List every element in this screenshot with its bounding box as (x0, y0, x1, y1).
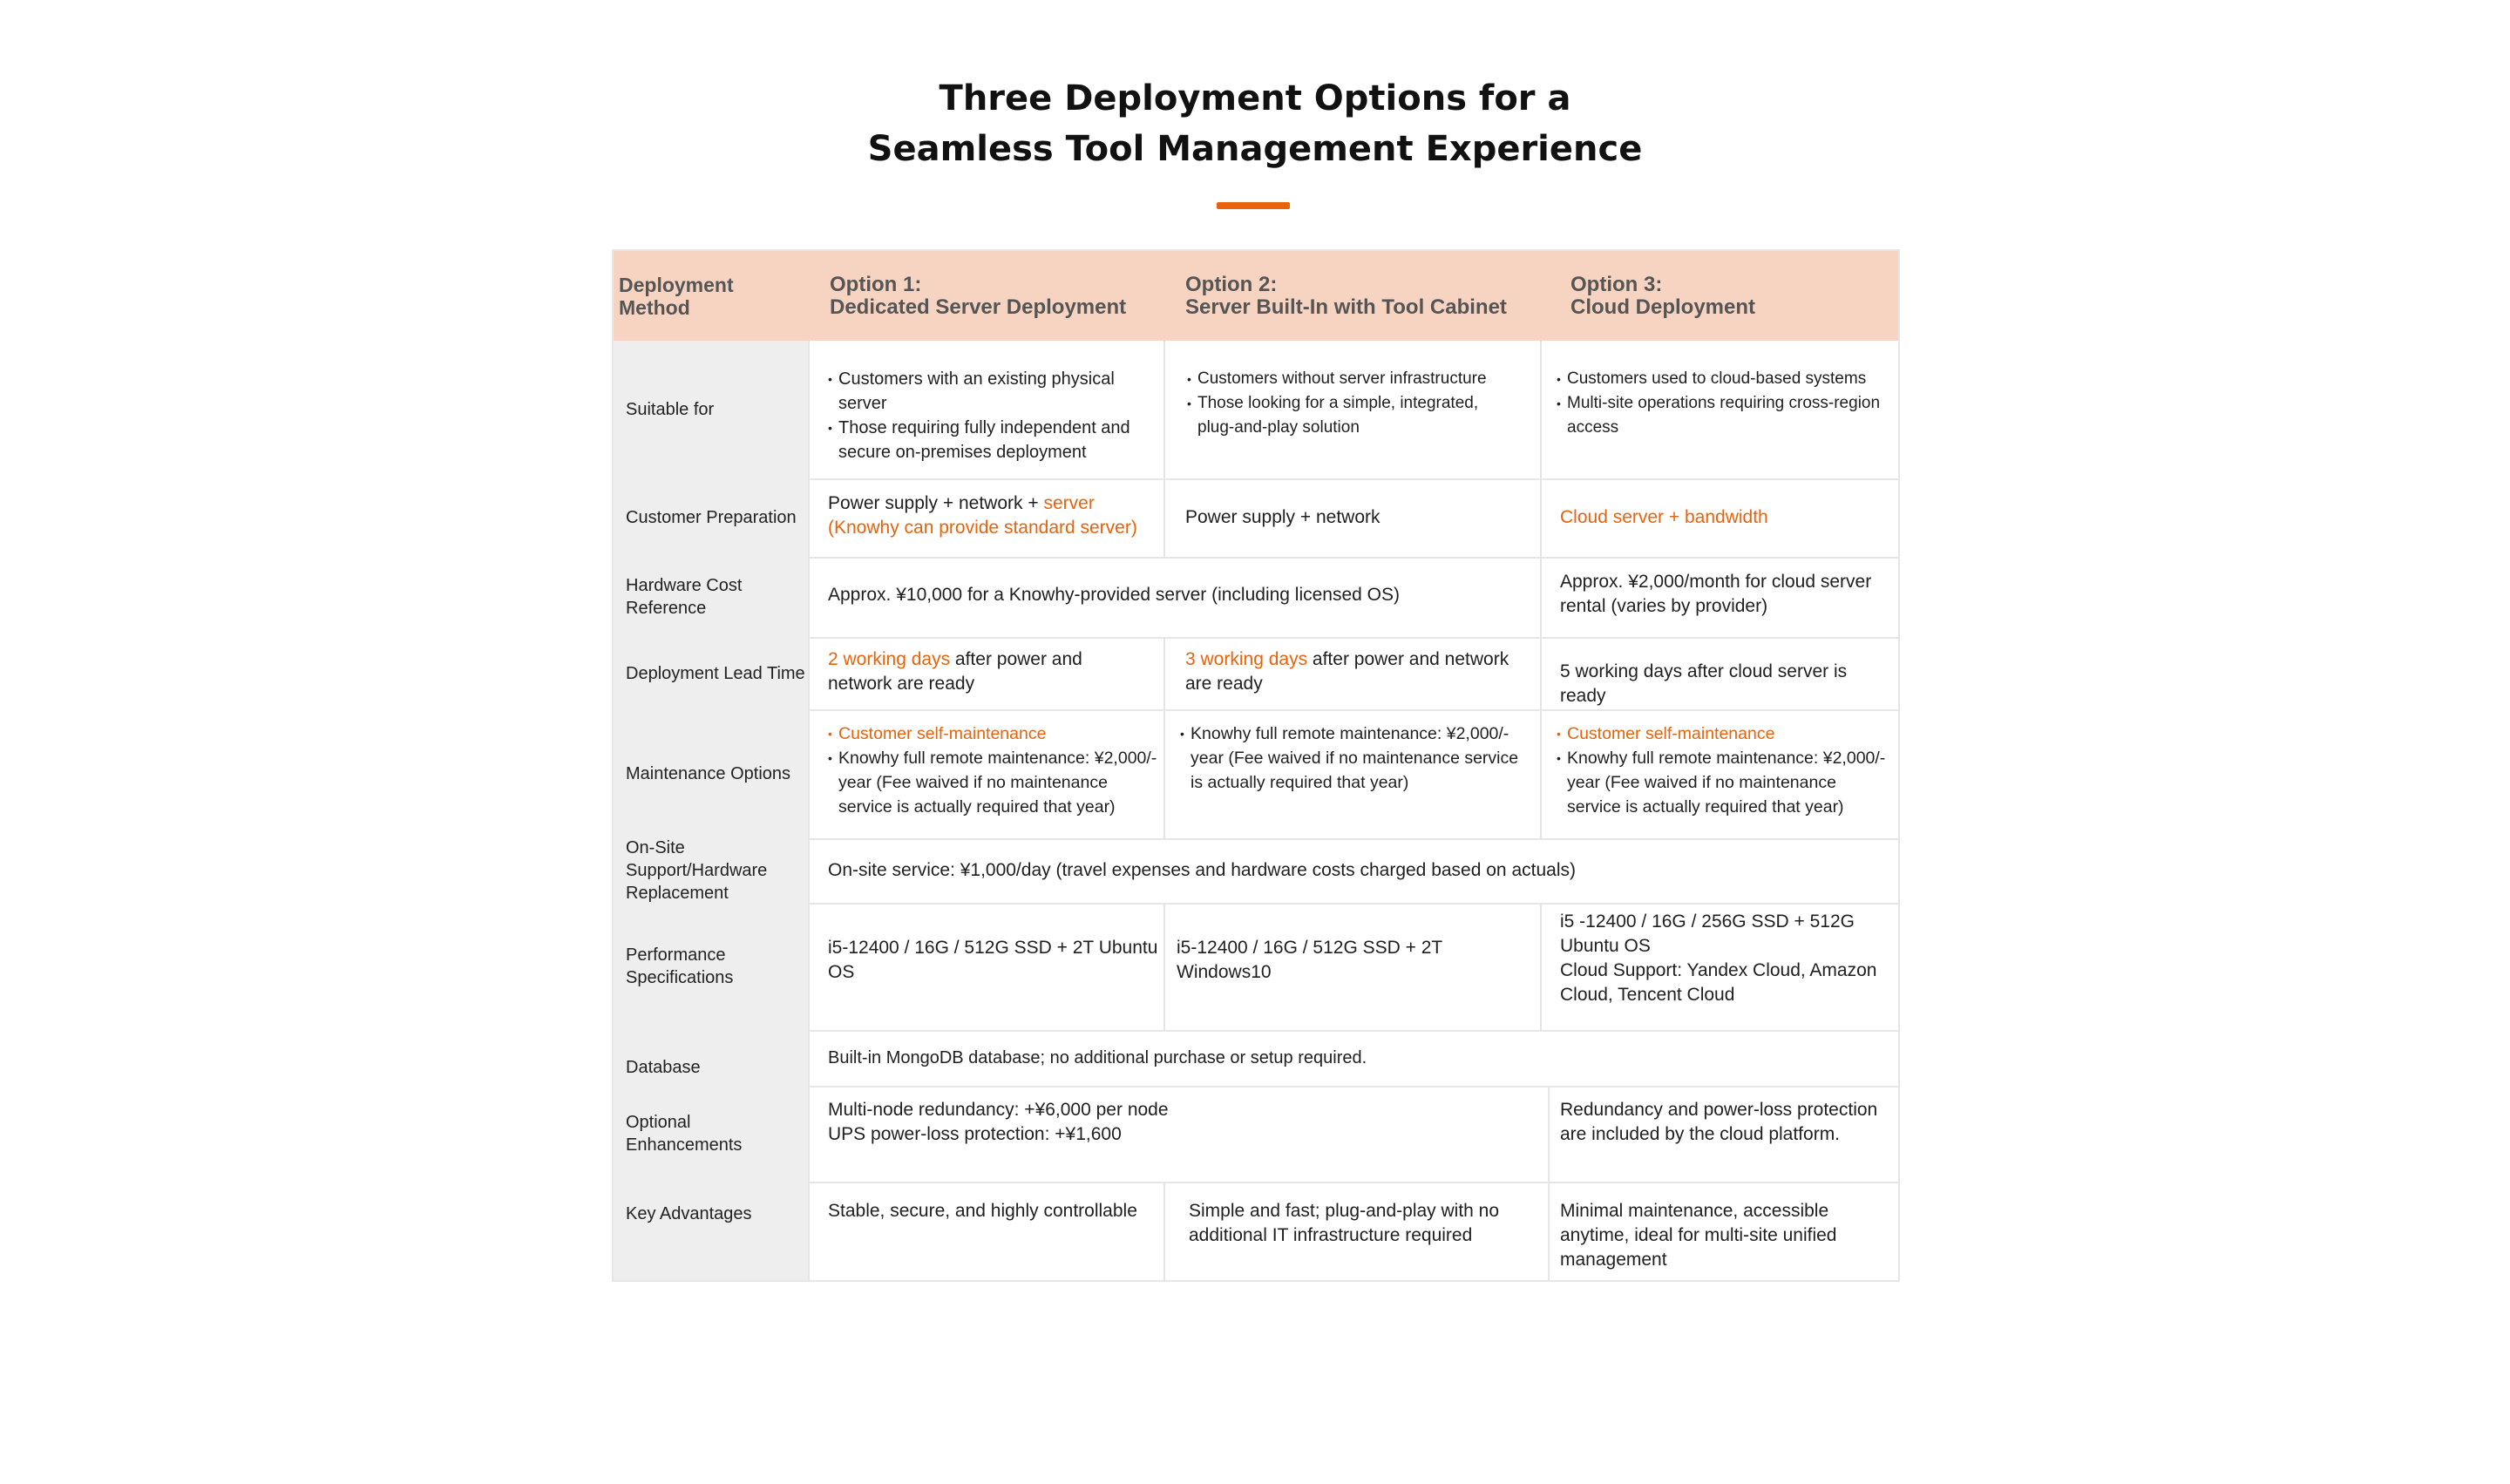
lead-opt3-text: 5 working days after cloud server is ready (1560, 661, 1848, 706)
lead-opt2-orange: 3 working days (1185, 649, 1308, 669)
header-opt2-line1: Option 2: (1185, 272, 1278, 296)
label-text: On-Site Support/Hardware Replacement (626, 838, 768, 903)
list-item: • Those looking for a simple, integrated, plug-and-play solution (1187, 391, 1518, 440)
header-option-2 (1164, 251, 1541, 341)
header-option-3 (1541, 251, 1898, 341)
optional-opt3-text: Redundancy and power-loss protection are included by the cloud platform. (1560, 1100, 1878, 1144)
lead-opt2-plain: after power and network are ready (1185, 649, 1509, 694)
header-opt3-line1: Option 3: (1570, 272, 1663, 296)
prep-opt1-orange: server (Knowhy can provide standard server) (828, 493, 1137, 538)
cell-maint-opt3 (1557, 722, 1891, 819)
cell-database-all (828, 1046, 1874, 1070)
list-item: • Those requiring fully independent and secure on-premises deployment (828, 416, 1163, 464)
adv-opt1-text: Stable, secure, and highly controllable (828, 1201, 1137, 1221)
onsite-text: On-site service: ¥1,000/day (travel expenses and hardware costs charged based on actuals) (828, 860, 1576, 880)
adv-opt3-text: Minimal maintenance, accessible anytime, ideal for multi-site unified management (1560, 1201, 1837, 1270)
row-label-database (614, 1030, 809, 1086)
cell-suitable-opt1 (828, 367, 1163, 464)
prep-opt3-text: Cloud server + bandwidth (1560, 507, 1768, 527)
title-underline (1217, 202, 1290, 209)
perf-opt2-text: i5-12400 / 16G / 512G SSD + 2T Windows10 (1177, 938, 1442, 982)
list-item: • Customer self-maintenance (1557, 722, 1891, 746)
header-option-1 (809, 251, 1164, 341)
list-item: • Customer self-maintenance (828, 722, 1163, 746)
label-text: Optional Enhancements (626, 1113, 743, 1155)
label-text: Suitable for (626, 400, 715, 419)
label-text: Maintenance Options (626, 764, 791, 783)
cell-perf-opt2 (1177, 936, 1525, 985)
list-item: • Knowhy full remote maintenance: ¥2,000/-year (Fee waived if no maintenance service is actually required that year) (828, 746, 1163, 819)
row-label-preparation (614, 478, 809, 557)
page-title (0, 73, 2510, 174)
list-item: • Customers without server infrastructure (1187, 367, 1518, 391)
cell-optional-opt3 (1560, 1098, 1882, 1147)
cell-adv-opt2 (1189, 1199, 1537, 1248)
cell-adv-opt3 (1560, 1199, 1895, 1272)
row-label-suitable (614, 341, 809, 478)
cell-suitable-opt2 (1187, 367, 1518, 440)
cell-maint-opt1 (828, 722, 1163, 819)
label-text: Customer Preparation (626, 508, 797, 527)
cell-perf-opt1 (828, 936, 1159, 985)
list-item: • Knowhy full remote maintenance: ¥2,000/-year (Fee waived if no maintenance service is actually required that year) (1557, 746, 1891, 819)
cell-hw-opt3 (1560, 570, 1882, 619)
label-text: Deployment Lead Time (626, 663, 805, 683)
header-opt3-line2: Cloud Deployment (1570, 295, 1756, 319)
perf-opt1-text: i5-12400 / 16G / 512G SSD + 2T Ubuntu OS (828, 938, 1158, 982)
cell-lead-opt3 (1560, 660, 1891, 708)
cell-prep-opt1 (828, 491, 1150, 540)
cell-prep-opt2 (1185, 505, 1534, 530)
cell-hw-opt12 (828, 583, 1534, 607)
list-item: • Customers used to cloud-based systems (1557, 367, 1888, 391)
label-text: Key Advantages (626, 1204, 752, 1223)
lead-opt1-plain: after power and network are ready (828, 649, 1082, 694)
comparison-table (612, 249, 1900, 1282)
optional-line1: Multi-node redundancy: +¥6,000 per node (828, 1100, 1169, 1120)
cell-lead-opt1 (828, 647, 1150, 696)
prep-opt2-text: Power supply + network (1185, 507, 1380, 527)
list-item: • Customers with an existing physical server (828, 367, 1163, 416)
row-label-performance (614, 903, 809, 1030)
header-col0-text: Deployment Method (619, 273, 734, 319)
label-text: Database (626, 1058, 701, 1077)
header-opt1-line1: Option 1: (830, 272, 922, 296)
lead-opt1-orange: 2 working days (828, 649, 951, 669)
database-text: Built-in MongoDB database; no additional purchase or setup required. (828, 1048, 1367, 1067)
row-label-onsite (614, 838, 809, 903)
row-label-optional (614, 1086, 809, 1182)
cell-lead-opt2 (1185, 647, 1525, 696)
row-label-maintenance (614, 709, 809, 838)
list-item: • Multi-site operations requiring cross-region access (1557, 391, 1888, 440)
prep-opt1-plain: Power supply + network + (828, 493, 1044, 513)
perf-opt3-line1: i5 -12400 / 16G / 256G SSD + 512G Ubuntu OS (1560, 911, 1855, 956)
list-item: • Knowhy full remote maintenance: ¥2,000/-year (Fee waived if no maintenance service is actually required that year) (1180, 722, 1532, 795)
hw-opt3-text: Approx. ¥2,000/month for cloud server rental (varies by provider) (1560, 572, 1872, 616)
row-label-lead-time (614, 637, 809, 709)
hw-opt12-text: Approx. ¥10,000 for a Knowhy-provided server (including licensed OS) (828, 585, 1401, 605)
cell-prep-opt3 (1560, 505, 1891, 530)
header-deployment-method (614, 251, 809, 341)
cell-perf-opt3 (1560, 910, 1891, 1007)
header-opt1-line2: Dedicated Server Deployment (830, 295, 1127, 319)
optional-line2: UPS power-loss protection: +¥1,600 (828, 1124, 1122, 1144)
header-opt2-line2: Server Built-In with Tool Cabinet (1185, 295, 1507, 319)
cell-onsite-all (828, 858, 1874, 883)
label-text: Performance Specifications (626, 945, 734, 987)
cell-adv-opt1 (828, 1199, 1159, 1223)
row-label-advantages (614, 1182, 809, 1280)
perf-opt3-line2: Cloud Support: Yandex Cloud, Amazon Cloud, Tencent Cloud (1560, 960, 1877, 1005)
adv-opt2-text: Simple and fast; plug-and-play with no additional IT infrastructure required (1189, 1201, 1500, 1245)
cell-suitable-opt3 (1557, 367, 1888, 440)
title-line-1: Three Deployment Options for a (939, 78, 1571, 119)
label-text: Hardware Cost Reference (626, 576, 743, 618)
row-label-hardware-cost (614, 557, 809, 637)
cell-optional-opt12 (828, 1098, 1525, 1147)
cell-maint-opt2 (1180, 722, 1532, 795)
title-line-2: Seamless Tool Management Experience (867, 129, 1643, 169)
